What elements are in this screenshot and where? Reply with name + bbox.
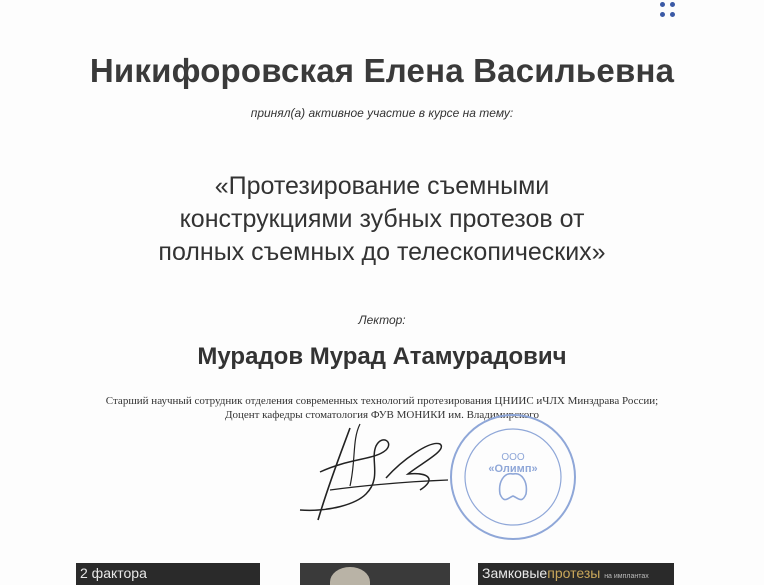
thumbnail-title: 2 фактора	[80, 565, 147, 581]
thumbnail-card[interactable]	[478, 563, 674, 585]
participation-text: принял(а) активное участие в курсе на тему:	[250, 106, 514, 120]
thumbnail-title	[482, 565, 649, 581]
organization-stamp	[448, 412, 578, 542]
topic-line: полных съемных до телескопических»	[158, 238, 606, 266]
thumbnail-title-accent: протезы	[547, 565, 601, 581]
statue-image	[330, 567, 370, 585]
thumbnail-title-small: на имплантах	[604, 573, 649, 580]
thumbnail-card[interactable]	[300, 563, 450, 585]
stamp-org-line2: «Олимп»	[488, 463, 538, 475]
participant-name: Никифоровская Елена Васильевна	[89, 52, 675, 89]
stamp-org-line1: ООО	[501, 452, 525, 463]
lector-label: Лектор:	[358, 313, 406, 327]
topic-line: «Протезирование съемными	[214, 172, 550, 200]
thumbnail-title-main: Замковые	[482, 565, 548, 581]
course-topic	[40, 170, 724, 269]
lector-position	[50, 394, 714, 422]
position-line: Старший научный сотрудник отделения современных технологий протезирования ЦНИИС иЧЛХ Минздрава России;	[105, 395, 659, 407]
topic-line: конструкциями зубных протезов от	[179, 205, 585, 233]
lector-name: Мурадов Мурад Атамурадович	[197, 343, 567, 370]
signature-image	[290, 420, 460, 530]
position-line: Доцент кафедры стоматология ФУВ МОНИКИ им. Владимирского	[224, 409, 540, 421]
thumbnail-card[interactable]	[76, 563, 260, 585]
